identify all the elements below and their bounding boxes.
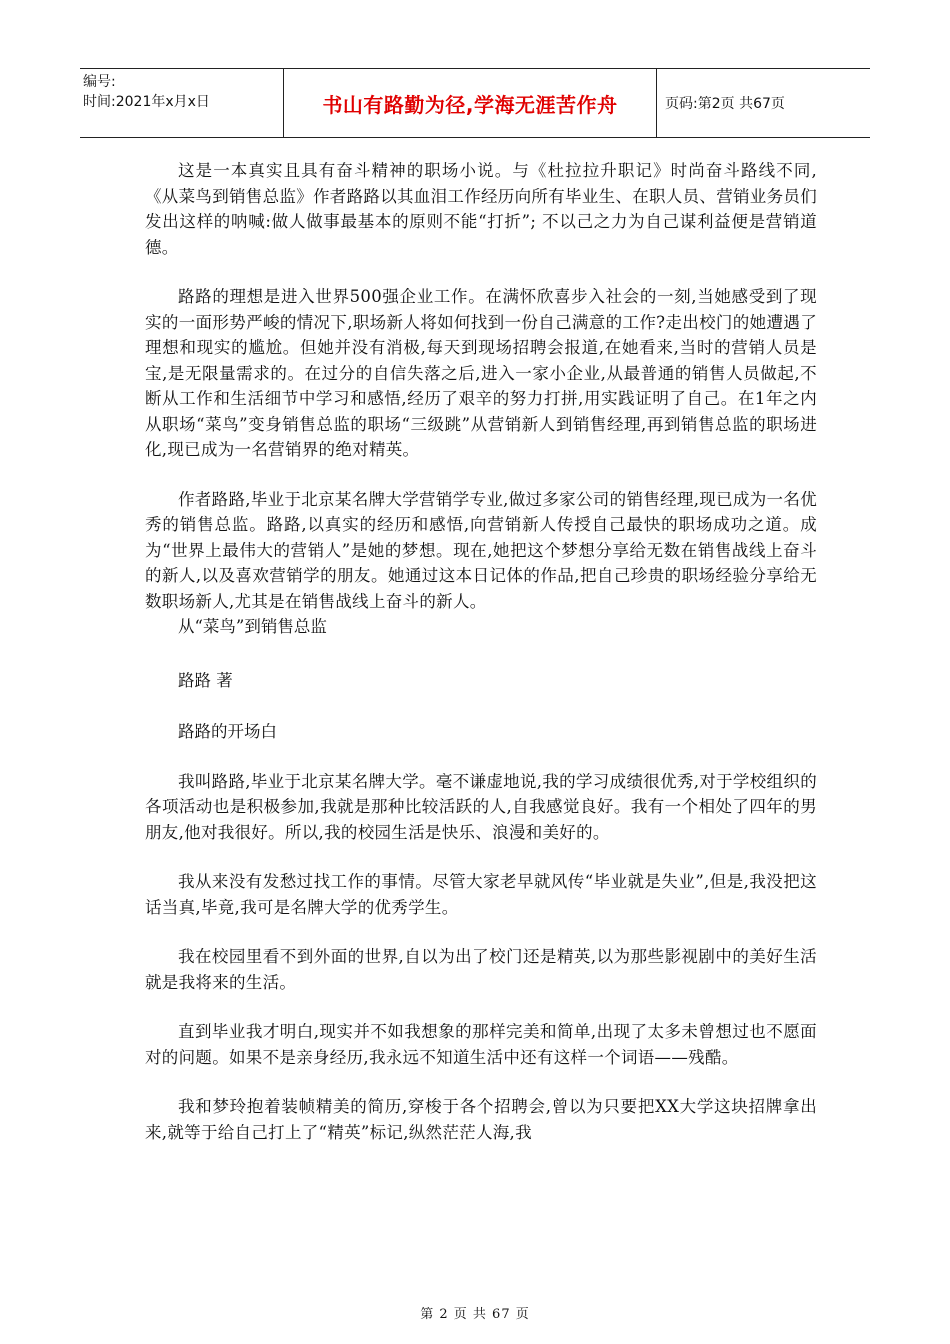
- story-paragraph: 我和梦玲抱着装帧精美的简历,穿梭于各个招聘会,曾以为只要把XX大学这块招牌拿出来,就等于给自己打上了“精英”标记,纵然茫茫人海,我: [145, 1097, 817, 1142]
- story-paragraph: 我叫路路,毕业于北京某名牌大学。毫不谦虚地说,我的学习成绩很优秀,对于学校组织的各项活动也是积极参加,我就是那种比较活跃的人,自我感觉良好。我有一个相处了四年的男朋友,他对我很好。所以,我的校园生活是快乐、浪漫和美好的。: [145, 771, 817, 842]
- header-page-number: 页码:第2页 共67页: [665, 96, 785, 112]
- section-title: 路路的开场白: [178, 722, 277, 741]
- story-paragraph: 直到毕业我才明白,现实并不如我想象的那样完美和简单,出现了太多未曾想过也不愿面对的问题。如果不是亲身经历,我永远不知道生活中还有这样一个词语——残酷。: [145, 1022, 817, 1067]
- book-title: 从“菜鸟”到销售总监: [178, 617, 327, 636]
- story-paragraph: 我在校园里看不到外面的世界,自以为出了校门还是精英,以为那些影视剧中的美好生活就是我将来的生活。: [145, 947, 817, 992]
- header-motto: 书山有路勤为径,学海无涯苦作舟: [322, 92, 618, 117]
- document-date-label: 时间:2021年x月x日: [83, 94, 210, 110]
- header-meta: [80, 69, 283, 137]
- intro-paragraph: 这是一本真实且具有奋斗精神的职场小说。与《杜拉拉升职记》时尚奋斗路线不同,《从菜鸟到销售总监》作者路路以其血泪工作经历向所有毕业生、在职人员、营销业务员们发出这样的呐喊:做人做事最基本的原则不能“打折”; 不以己之力为自己谋利益便是营销道德。: [145, 161, 817, 257]
- document-body: [145, 158, 817, 1169]
- page-footer: 第 2 页 共 67 页: [420, 1307, 530, 1322]
- page-header: [80, 68, 870, 138]
- intro-paragraph: 路路的理想是进入世界500强企业工作。在满怀欣喜步入社会的一刻,当她感受到了现实的一面形势严峻的情况下,职场新人将如何找到一份自己满意的工作?走出校门的她遭遇了理想和现实的尴尬。但她并没有消极,每天到现场招聘会报道,在她看来,当时的营销人员是宝,是无限量需求的。在过分的自信失落之后,进入一家小企业,从最普通的销售人员做起,不断从工作和生活细节中学习和感悟,经历了艰辛的努力打拼,用实践证明了自己。在1年之内从职场“菜鸟”变身销售总监的职场“三级跳”从营销新人到销售经理,再到销售总监的职场进化,现已成为一名营销界的绝对精英。: [145, 287, 817, 459]
- document-number-label: 编号:: [83, 74, 116, 90]
- author-line: 路路 著: [178, 670, 233, 690]
- header-motto-cell: [283, 69, 657, 137]
- header-page-cell: [657, 69, 870, 137]
- intro-paragraph: 作者路路,毕业于北京某名牌大学营销学专业,做过多家公司的销售经理,现已成为一名优秀的销售总监。路路,以真实的经历和感悟,向营销新人传授自己最快的职场成功之道。成为“世界上最伟大的营销人”是她的梦想。现在,她把这个梦想分享给无数在销售战线上奋斗的新人,以及喜欢营销学的朋友。她通过这本日记体的作品,把自己珍贵的职场经验分享给无数职场新人,尤其是在销售战线上奋斗的新人。: [145, 489, 817, 611]
- story-paragraph: 我从来没有发愁过找工作的事情。尽管大家老早就风传“毕业就是失业”,但是,我没把这话当真,毕竟,我可是名牌大学的优秀学生。: [145, 872, 817, 917]
